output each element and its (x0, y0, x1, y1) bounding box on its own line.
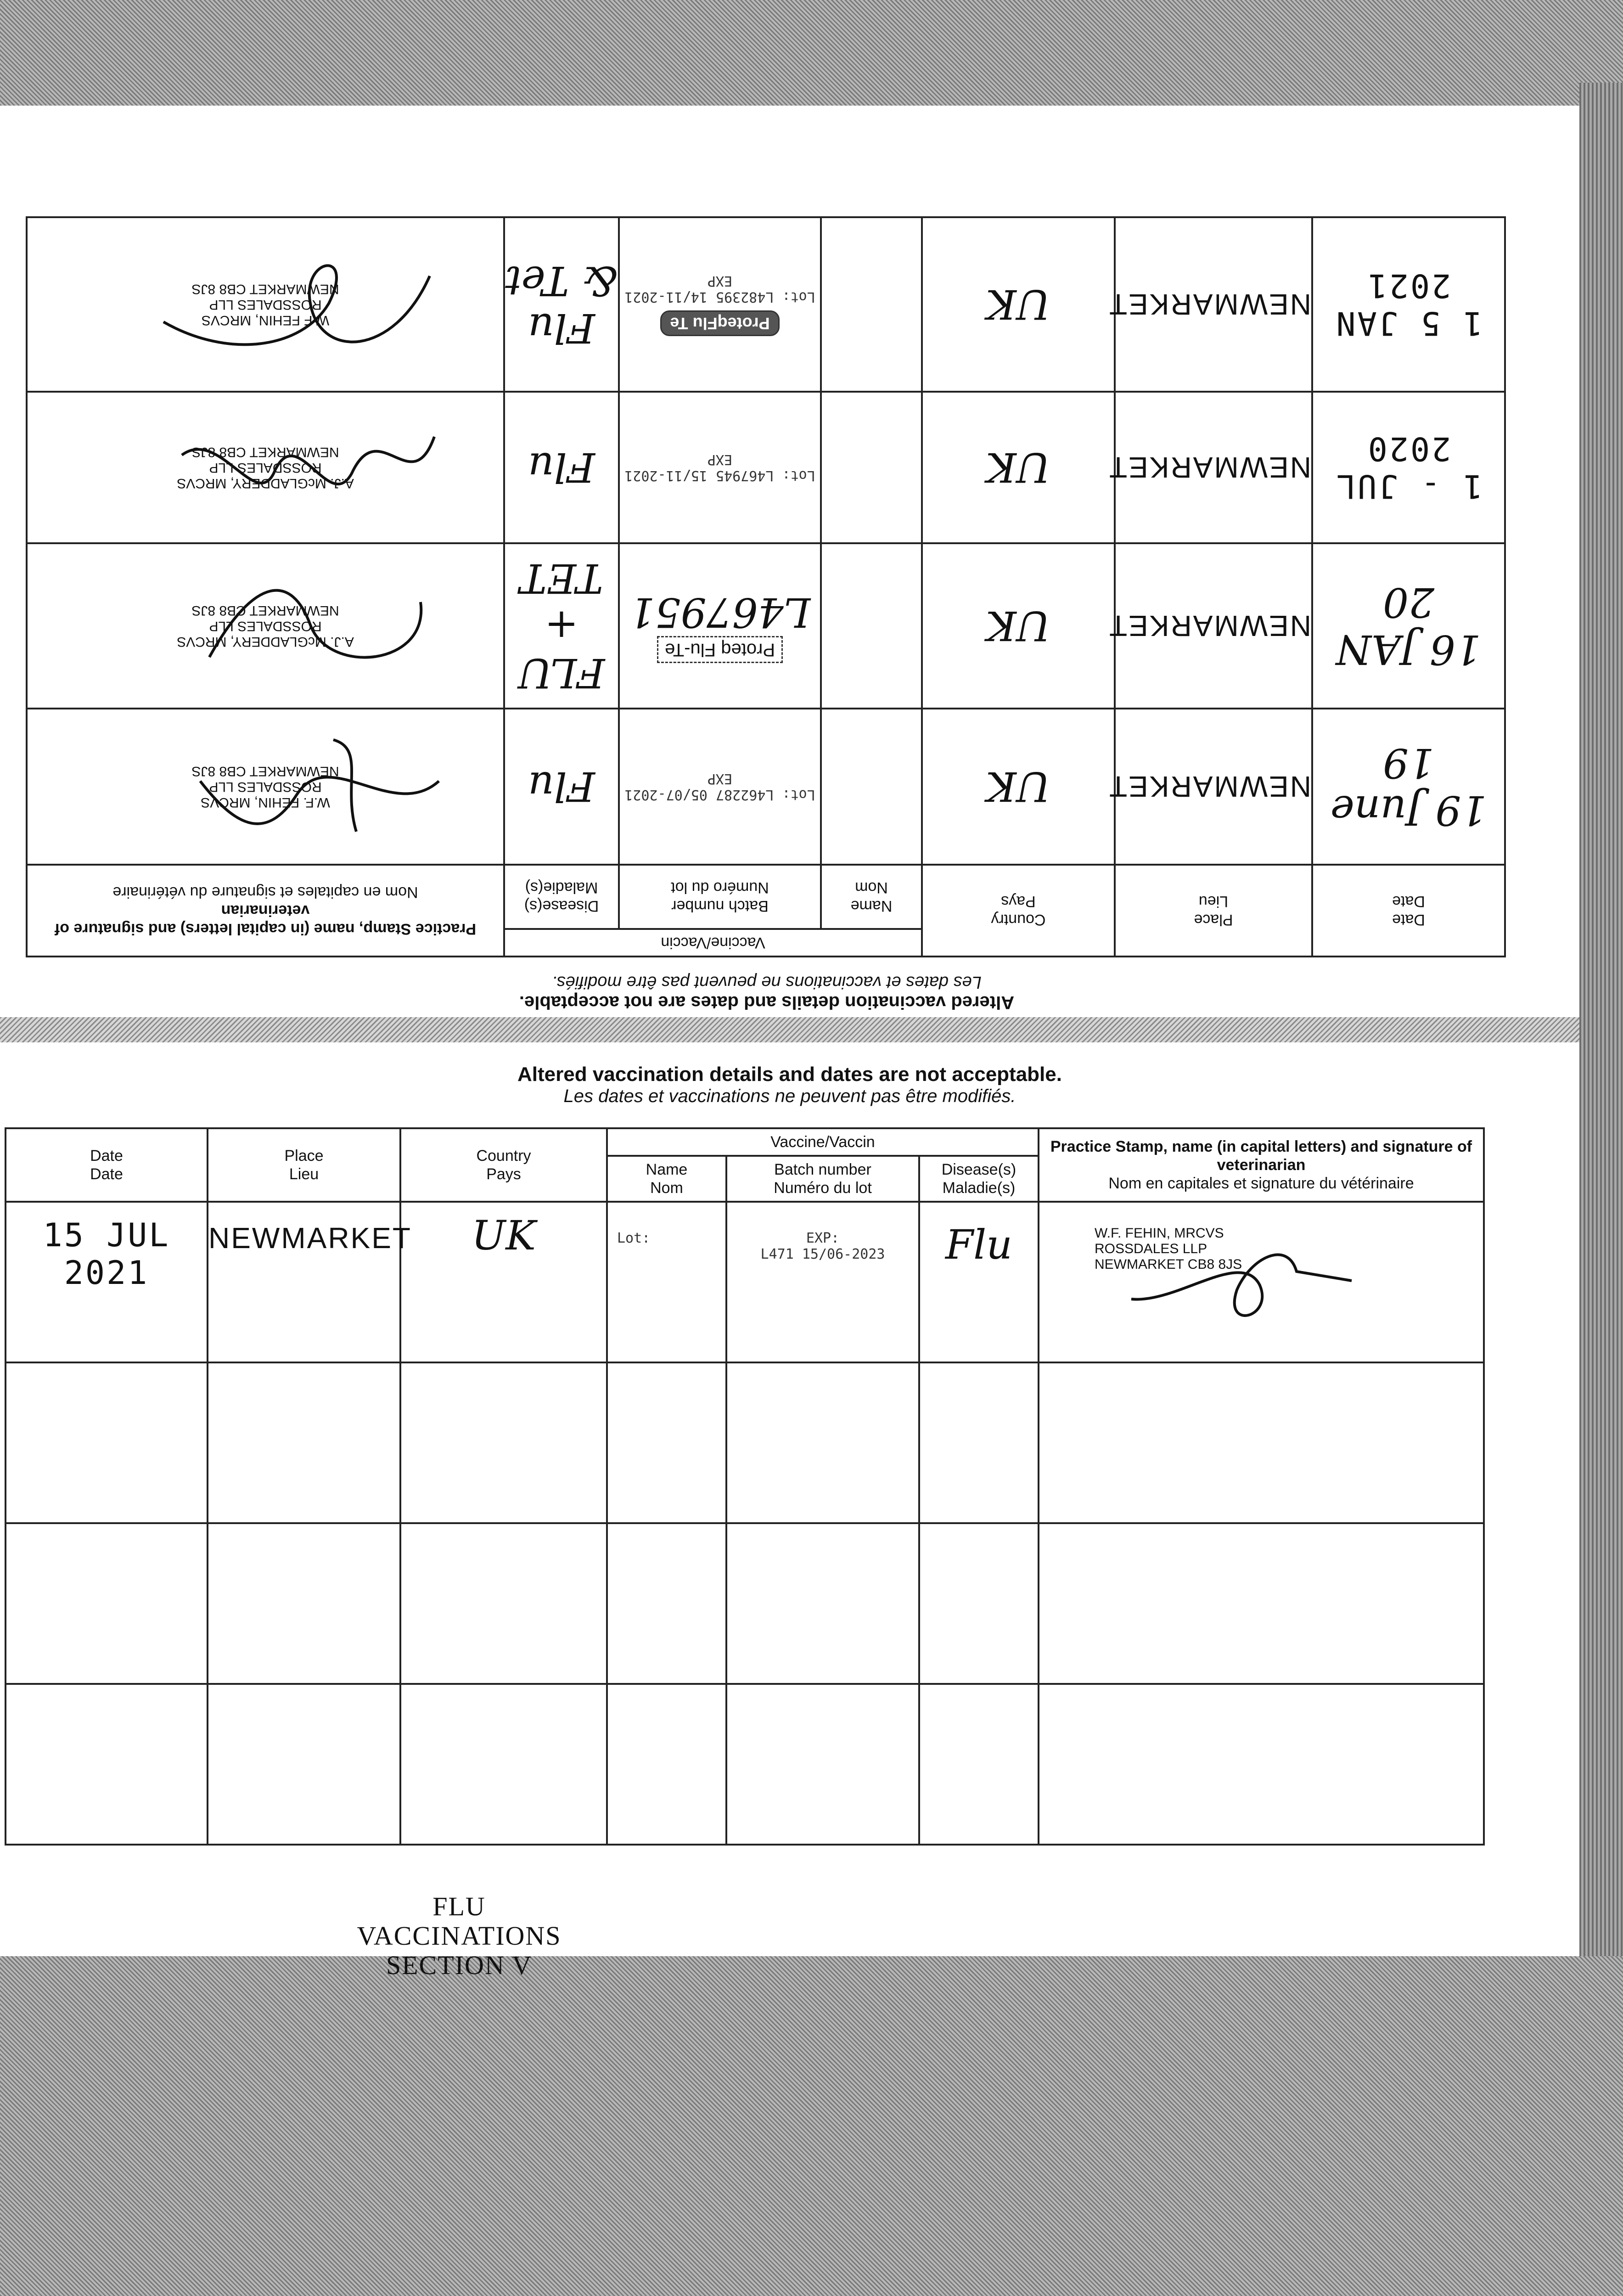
header-date: Date Date (1312, 865, 1505, 957)
table-row (27, 709, 1505, 865)
vet-stamp-cell (1039, 1202, 1484, 1362)
exp-label: EXP (707, 771, 733, 787)
header-batch: Batch number Numéro du lot (619, 865, 821, 929)
vet-signature (154, 239, 448, 377)
place-cell: NEWMARKET (1115, 543, 1312, 709)
country-cell (400, 1684, 607, 1845)
date-cell (6, 1362, 208, 1523)
batch-value: L467951 (629, 589, 811, 636)
vet-stamp: W.F. FEHIN, MRCVS ROSSDALES LLP NEWMARKET CB8 8JS (191, 764, 339, 810)
vaccination-table-previous (26, 216, 1506, 957)
disease-cell: Flu (504, 392, 619, 543)
disease-cell: Flu (919, 1202, 1039, 1362)
vet-stamp-cell (1039, 1362, 1484, 1523)
name-cell (607, 1362, 726, 1523)
country-cell: UK (400, 1202, 607, 1362)
header-place: Place Lieu (208, 1128, 400, 1202)
name-cell (607, 1523, 726, 1684)
lot-label: Lot: (782, 289, 815, 305)
name-cell (821, 543, 922, 709)
vet-stamp-cell (27, 709, 504, 865)
country-cell: UK (922, 392, 1115, 543)
notice-en: Altered vaccination details and dates are not acceptable. (517, 1063, 1062, 1086)
table-row (6, 1202, 1484, 1362)
header-name: Name Nom (607, 1156, 726, 1202)
date-cell: 19 June 19 (1312, 709, 1505, 865)
header-practice: Practice Stamp, name (in capital letters) and signature of veterinarian Nom en capitales et signature du vétérinaire (1039, 1128, 1484, 1202)
disease-cell: Flu & Tet (504, 217, 619, 392)
header-place: Place Lieu (1115, 865, 1312, 957)
exp-label: EXP: (806, 1230, 840, 1246)
date-cell: 1 - JUL 2020 (1312, 392, 1505, 543)
vet-signature (191, 731, 448, 850)
place-cell: NEWMARKET (1115, 217, 1312, 392)
table-row (27, 392, 1505, 543)
section-title (331, 1892, 588, 1980)
place-cell: NEWMARKET (208, 1202, 400, 1362)
country-cell (400, 1362, 607, 1523)
header-disease: Disease(s) Maladie(s) (919, 1156, 1039, 1202)
name-cell (821, 709, 922, 865)
date-cell (6, 1684, 208, 1845)
section-title-line1: FLU VACCINATIONS (357, 1891, 562, 1951)
header-date: Date Date (6, 1128, 208, 1202)
vet-stamp-cell (27, 392, 504, 543)
name-cell (607, 1684, 726, 1845)
exp-label: EXP (707, 273, 733, 289)
batch-cell (726, 1362, 919, 1523)
notice-top (28, 972, 1506, 1013)
header-country: Country Pays (922, 865, 1115, 957)
header-practice: Practice Stamp, name (in capital letters) and signature of veterinarian Nom en capitales et signature du vétérinaire (27, 865, 504, 957)
previous-page-upside-down (28, 177, 1506, 1013)
batch-cell (726, 1684, 919, 1845)
exp-label: EXP (707, 451, 733, 467)
batch-value: L482395 14/11-2021 (624, 289, 774, 305)
scanner-border-top (0, 0, 1623, 106)
table-row (27, 217, 1505, 392)
header-country: Country Pays (400, 1128, 607, 1202)
date-cell: 16 JAN 20 (1312, 543, 1505, 709)
country-cell: UK (922, 217, 1115, 392)
header-disease: Disease(s) Maladie(s) (504, 865, 619, 929)
header-name: Name Nom (821, 865, 922, 929)
table-row (6, 1362, 1484, 1523)
disease-cell: Flu (504, 709, 619, 865)
product-label: Proteq Flu-Te (657, 636, 783, 663)
scanner-border-bottom (0, 1956, 1623, 2296)
lot-label: Lot: (617, 1230, 651, 1246)
name-cell (607, 1202, 726, 1362)
batch-cell (619, 392, 821, 543)
scanner-border-right (1579, 83, 1623, 1965)
section-title-line2: SECTION V (386, 1950, 533, 1980)
country-cell (400, 1523, 607, 1684)
notice-bottom (0, 1063, 1579, 1107)
place-cell (208, 1523, 400, 1684)
vet-stamp: W F FEHIN, MRCVS ROSSDALES LLP NEWMARKET CB8 8JS (191, 281, 339, 328)
name-cell (821, 392, 922, 543)
batch-cell (726, 1523, 919, 1684)
date-cell (6, 1523, 208, 1684)
notice-fr: Les dates et vaccinations ne peuvent pas être modifiés. (563, 1086, 1016, 1106)
place-cell (208, 1362, 400, 1523)
product-label: ProteqFlu Te (660, 310, 779, 336)
disease-cell: FLU + TET (504, 543, 619, 709)
vaccination-table (5, 1127, 1485, 1846)
country-cell: UK (922, 543, 1115, 709)
table-row (6, 1684, 1484, 1845)
lot-label: Lot: (782, 467, 815, 484)
name-cell (821, 217, 922, 392)
date-cell: 15 JUL 2021 (6, 1202, 208, 1362)
notice-fr: Les dates et vaccinations ne peuvent pas être modifiés. (552, 973, 982, 992)
batch-value: L471 15/06-2023 (760, 1246, 885, 1262)
batch-cell (619, 217, 821, 392)
vet-signature (1122, 1230, 1361, 1331)
vet-stamp-cell (27, 543, 504, 709)
vet-stamp: W.F. FEHIN, MRCVS ROSSDALES LLP NEWMARKET CB8 8JS (1095, 1226, 1242, 1272)
vet-stamp-cell (1039, 1523, 1484, 1684)
place-cell (208, 1684, 400, 1845)
vet-signature (173, 409, 448, 529)
batch-value: L462287 05/07-2021 (624, 787, 774, 803)
batch-cell (619, 709, 821, 865)
lot-label: Lot: (782, 787, 815, 803)
table-row (6, 1523, 1484, 1684)
disease-cell (919, 1362, 1039, 1523)
batch-value: L467945 15/11-2021 (624, 467, 774, 484)
header-batch: Batch number Numéro du lot (726, 1156, 919, 1202)
disease-cell (919, 1684, 1039, 1845)
date-cell: 1 5 JAN 2021 (1312, 217, 1505, 392)
place-cell: NEWMARKET (1115, 392, 1312, 543)
header-vaccine: Vaccine/Vaccin (607, 1128, 1039, 1156)
batch-cell (726, 1202, 919, 1362)
vet-stamp-cell (27, 217, 504, 392)
place-cell: NEWMARKET (1115, 709, 1312, 865)
notice-en: Altered vaccination details and dates are not acceptable. (519, 992, 1015, 1013)
header-vaccine: Vaccine/Vaccin (504, 929, 922, 957)
disease-cell (919, 1523, 1039, 1684)
vet-stamp: A.J. McGLADDERY, MRCVS ROSSDALES LLP NEWMARKET CB8 8JS (177, 445, 354, 491)
vet-stamp-cell (1039, 1684, 1484, 1845)
page-fold (0, 1017, 1579, 1042)
country-cell: UK (922, 709, 1115, 865)
vet-signature (191, 565, 448, 694)
batch-cell (619, 543, 821, 709)
vet-stamp: A.J. McGLADDERY, MRCVS ROSSDALES LLP NEWMARKET CB8 8JS (177, 603, 354, 649)
table-row (27, 543, 1505, 709)
